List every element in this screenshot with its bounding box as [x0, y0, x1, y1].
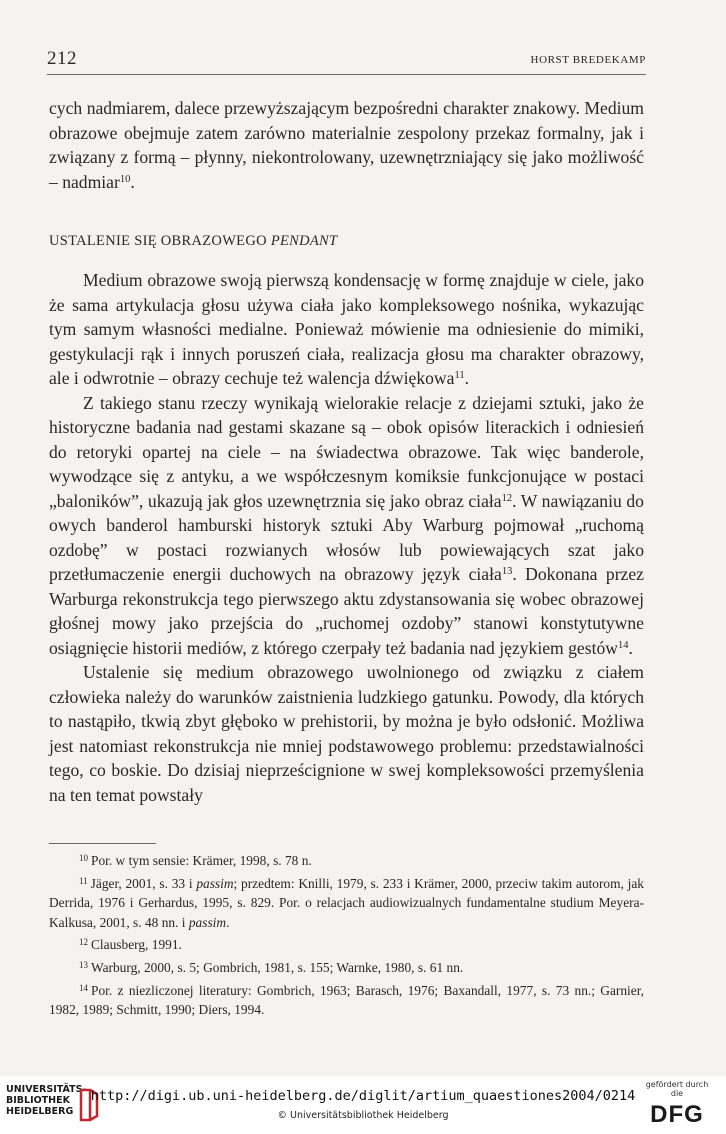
footnote-end: .: [226, 914, 230, 930]
footnote-number: 12: [79, 937, 88, 948]
section-heading-italic: PENDANT: [270, 233, 338, 249]
main-text: [49, 268, 644, 807]
footnote-italic: passim: [188, 914, 227, 930]
running-head-author: HORST BREDEKAMP: [530, 54, 646, 66]
paragraph-text: Z takiego stanu rzeczy wynikają wielorakie relacje z dziejami sztuki, jako że historyczne badania nad gestami skazane są – obok opisów literackich i odniesień do retoryki opartej na ciele – na świadectwa obrazowe. Tak więc banderole, wywodzące się z antyku, a we współczesnym komiksie funkcjonujące w postaci „baloników”, ukazują jak głos uzewnętrznia się jako obraz ciała: [49, 392, 644, 511]
paragraph-end: .: [464, 368, 469, 388]
dfg-logo-text: DFG: [650, 1101, 704, 1126]
footnote: [49, 874, 644, 933]
footnote-ref[interactable]: 10: [119, 173, 131, 185]
footnote-number: 10: [79, 853, 88, 863]
copyright-notice: © Universitätsbibliothek Heidelberg: [277, 1110, 449, 1121]
page-number: 212: [47, 48, 77, 69]
running-head: [47, 48, 646, 75]
footnote: [49, 981, 644, 1020]
footnote-separator: [49, 843, 156, 844]
footnote-text: Warburg, 2000, s. 5; Gombrich, 1981, s. 155; Warnke, 1980, s. 61 nn.: [91, 959, 464, 975]
footnote-ref[interactable]: 11: [454, 370, 465, 381]
footnotes: [49, 851, 644, 1023]
footnote-italic: passim: [196, 875, 234, 891]
footnote-ref[interactable]: 14: [617, 639, 629, 651]
paragraph: [49, 391, 644, 661]
section-heading: [49, 233, 337, 250]
paragraph-text: Medium obrazowe swoją pierwszą kondensację w formę znajduje w ciele, jako że sama artykulacja głosu używa ciała jako kompleksowego nośnika, wykazując tym samym własności medialne. Ponieważ mówienie ma odniesienie do mimiki, gestykulacji rąk i innych poruszeń ciała, realizacja głosu ma charakter obrazowy, ale i odwrotnie – obrazy cechuje też walencja dźwiękowa: [49, 270, 644, 388]
paragraph-end: .: [628, 637, 633, 658]
paragraph-continued: [49, 96, 644, 194]
footnote-number: 14: [79, 982, 88, 993]
footnote-ref[interactable]: 13: [501, 566, 513, 577]
footnote-number: 11: [79, 875, 88, 886]
paragraph: [49, 268, 644, 391]
funder-block[interactable]: [642, 1080, 712, 1126]
library-name: UNIVERSITÄTS- BIBLIOTHEK HEIDELBERG: [6, 1084, 87, 1117]
paragraph-text: . Dokonana przez Warburga rekonstrukcja tego pierwszego aktu zdystansowania się wobec obrazowej głośnej mowy jako przejścia do „ruchomej ozdoby” stanowi konstytutywne osiągnięcie historii mediów, z którego czerpały też badania nad językiem gestów: [49, 564, 644, 658]
paragraph-text: . W nawiązaniu do owych banderol hamburski historyk sztuki Aby Warburg pojmował „ruchomą ozdobę” w postaci rozwianych włosów lub powiewających szat jako przetłumaczenie energii duchowych na obrazowy język ciała: [49, 490, 644, 584]
footnote-text: Por. z niezliczonej literatury: Gombrich, 1963; Barasch, 1976; Baxandall, 1977, s. 73 nn.; Garnier, 1982, 1989; Schmitt, 1990; Diers, 1994.: [49, 982, 644, 1018]
footnote: [49, 935, 644, 955]
paragraph-text: Ustalenie się medium obrazowego uwolnionego od związku z ciałem człowieka należy do warunków zaistnienia ludzkiego gatunku. Powody, dla których to nastąpiło, tkwią zbyt głęboko w prehistorii, by można je było odsłonić. Możliwa jest natomiast rekonstrukcja nie mniej podstawowego problemu: przedstawialności tego, co boskie. Do dzisiaj nieprześcignione w swej kompleksowości przemyślenia na ten temat powstały: [49, 662, 644, 805]
section-heading-text: USTALENIE SIĘ OBRAZOWEGO: [49, 233, 267, 249]
dfg-logo-icon: [645, 1100, 709, 1126]
footnote: [49, 958, 644, 978]
footnote: [49, 851, 644, 871]
digitization-footer: [0, 1076, 726, 1134]
footnote-number: 13: [79, 959, 88, 970]
funder-caption: gefördert durch die: [645, 1080, 709, 1098]
footnote-text: Clausberg, 1991.: [91, 937, 182, 953]
footnote-text: ; przedtem: Knilli, 1979, s. 233 i Krämer, 2000, przeciw takim autorom, jak Derrida, 1976 i Gerhardus, 1995, s. 829. Por. o relacjach audiowizualnych fundamentalne studium Meyera-Kalkusa, 2001, s. 48 nn. i: [49, 875, 644, 930]
paragraph-text: cych nadmiarem, dalece przewyższającym bezpośredni charakter znakowy. Medium obrazowe obejmuje zatem zarówno materialnie zespolony przekaz formalny, jak i związany z formą – płynny, niekontrolowany, uzewnętrzniający się jako możliwość – nadmiar: [49, 98, 644, 192]
paragraph: [49, 660, 644, 807]
footnote-ref[interactable]: 12: [501, 492, 513, 504]
footnote-text: Por. w tym sensie: Krämer, 1998, s. 78 n.: [91, 853, 312, 868]
permalink-url[interactable]: http://digi.ub.uni-heidelberg.de/diglit/artium_quaestiones2004/0214: [90, 1088, 636, 1104]
footnote-text: Jäger, 2001, s. 33 i: [90, 875, 197, 891]
paragraph-end: .: [130, 171, 135, 192]
